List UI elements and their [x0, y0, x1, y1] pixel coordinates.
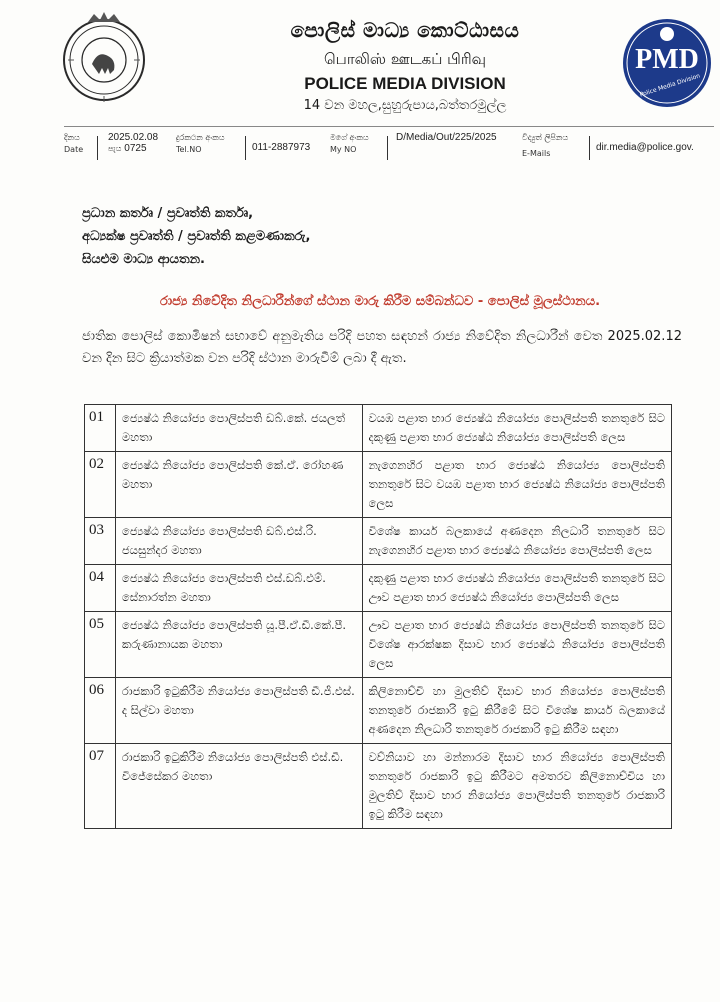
org-title-tamil: பொலிஸ் ஊடகப் பிரிவு: [323, 50, 486, 68]
transfer-detail: වයඹ පළාත භාර ජ්‍යෙෂ්ඨ නියෝජ්‍ය පොලිස්පති තනතුරේ සිට දකුණු පළාත භාර ජ්‍යෙෂ්ඨ නියෝජ්‍ය පොලිස්පති ලෙස: [362, 405, 671, 452]
bracket-divider: [584, 136, 590, 160]
police-crest-icon: [58, 8, 150, 108]
table-row: [85, 744, 672, 829]
officer-name: රාජකාරි ඉටුකිරීම නියෝජ්‍ය පොලිස්පති එස්.ඩී. විජේසේකර මහතා: [115, 744, 362, 829]
email-label-cell: [522, 132, 592, 168]
tel-label-en: Tel.NO: [176, 145, 202, 154]
subject-line: රාජ්‍ය නිවේදිත නිලධාරීන්ගේ ස්ථාන මාරු කිරීම සම්බන්ධව - පොලිස් මූලස්ථානය.: [159, 294, 601, 309]
table-row: [85, 565, 672, 612]
transfer-table: [84, 404, 672, 829]
row-number: 04: [85, 565, 116, 612]
date-value: 2025.02.08: [108, 132, 159, 143]
officer-name: ජ්‍යෙෂ්ඨ නියෝජ්‍ය පොලිස්පති එස්.ඩබ්.එම්. සේනාරත්න මහතා: [115, 565, 362, 612]
my-no-value-cell: [396, 132, 522, 168]
email-label: විද්‍යුත් ලිපිනය: [522, 133, 569, 142]
tel-value-cell: [252, 142, 332, 178]
pmd-logo-text: PMD: [635, 44, 699, 75]
reference-info-bar: [64, 132, 714, 168]
transfer-detail: විශේෂ කාර්ය බලකායේ අණදෙන නිලධාරි තනතුරේ සිට නැගෙනහිර පළාත භාර ජ්‍යෙෂ්ඨ නියෝජ්‍ය පොලිස්පති ලෙස: [362, 518, 671, 565]
time-value: 0725: [124, 143, 147, 154]
time-label: පැය: [108, 144, 122, 153]
date-label: දිනය: [64, 133, 80, 142]
email-label-en: E-Mails: [522, 149, 551, 158]
transfer-detail: කිලිනොච්චි හා මුලතිව් දිසාව භාර නියෝජ්‍ය පොලිස්පති තනතුරේ රාජකාරි ඉටු කිරීමේ සිට විශේෂ කාර්ය බලකායේ අණදෙන නිලධාරි තනතුරේ රාජකාරි ඉටු කිරීම සඳහා: [362, 678, 671, 744]
tel-value: 011-2887973: [252, 142, 311, 153]
row-number: 01: [85, 405, 116, 452]
bracket-divider: [382, 136, 388, 160]
transfer-detail: වව්නියාව හා මන්නාරම දිසාව භාර නියෝජ්‍ය පොලිස්පති තනතුරේ රාජකාරි ඉටු කිරීමට අමතරව කිලිනොච්චිය හා මුලතිව් දිසාව භාර නියෝජ්‍ය පොලිස්පති තනතුරේ රාජකාරි ඉටු කිරීම සඳහා: [362, 744, 671, 829]
addressee-line: අධ්‍යක්ෂ ප්‍රවෘත්ති / ප්‍රවෘත්ති කළමණාකරු,: [82, 229, 311, 244]
bracket-divider: [240, 136, 246, 160]
row-number: 07: [85, 744, 116, 829]
date-value-cell: [108, 132, 178, 168]
table-row: [85, 405, 672, 452]
org-title-english: POLICE MEDIA DIVISION: [304, 74, 506, 93]
officer-name: ජ්‍යෙෂ්ඨ නියෝජ්‍ය පොලිස්පති කේ.ඒ. රෝහණ මහතා: [115, 452, 362, 518]
header-divider: [64, 126, 714, 127]
officer-name: රාජකාරි ඉටුකිරීම නියෝජ්‍ය පොලිස්පති ඩී.ජී.එස්. ද සිල්වා මහතා: [115, 678, 362, 744]
table-row: [85, 678, 672, 744]
my-no-label-en: My NO: [330, 145, 357, 154]
transfer-detail: ඌව පළාත භාර ජ්‍යෙෂ්ඨ නියෝජ්‍ය පොලිස්පති තනතුරේ සිට විශේෂ ආරක්ෂක දිසාව භාර ජ්‍යෙෂ්ඨ නියෝජ්‍ය පොලිස්පති ලෙස: [362, 612, 671, 678]
date-label-cell: [64, 132, 108, 168]
transfer-detail: නැගෙනහිර පළාත භාර ජ්‍යෙෂ්ඨ නියෝජ්‍ය පොලිස්පති තනතුරේ සිට වයඹ පළාත භාර ජ්‍යෙෂ්ඨ නියෝජ්‍ය පොලිස්පති ලෙස: [362, 452, 671, 518]
org-address: 14 වන මහල,සුහුරුපාය,බත්තරමුල්ල: [303, 98, 507, 113]
pmd-logo-subtext: Police Media Division: [638, 72, 702, 99]
table-row: [85, 612, 672, 678]
addressee-line: සියළුම මාධ්‍ය ආයතන.: [82, 252, 205, 267]
bracket-divider: [92, 136, 98, 160]
addressee-line: ප්‍රධාන කර්තෘ / ප්‍රවෘත්ති කර්තෘ,: [82, 206, 254, 221]
tel-label: දුරකථන අංකය: [176, 133, 225, 142]
officer-name: ජ්‍යෙෂ්ඨ නියෝජ්‍ය පොලිස්පති ඩබ්.එස්.රි. ජයසුන්දර මහතා: [115, 518, 362, 565]
row-number: 02: [85, 452, 116, 518]
row-number: 05: [85, 612, 116, 678]
intro-paragraph: ජාතික පොලිස් කොමිෂන් සභාවේ අනුමැතිය පරිදි පහත සඳහන් රාජ්‍ය නිවේදිත නිලධාරීන් වෙත 2025.02.12 වන දින සිට ක්‍රියාත්මක වන පරිදි ස්ථාන මාරුවීම් ලබා දී ඇත.: [82, 329, 682, 366]
my-no-label: මගේ අංකය: [330, 133, 369, 142]
email-value: dir.media@police.gov.: [596, 142, 694, 153]
row-number: 03: [85, 518, 116, 565]
date-label-en: Date: [64, 145, 84, 154]
tel-label-cell: [176, 132, 250, 168]
transfer-detail: දකුණු පළාත භාර ජ්‍යෙෂ්ඨ නියෝජ්‍ය පොලිස්පති තනතුරේ සිට ඌව පළාත භාර ජ්‍යෙෂ්ඨ නියෝජ්‍ය පොලිස්පති ලෙස: [362, 565, 671, 612]
officer-name: ජ්‍යෙෂ්ඨ නියෝජ්‍ය පොලිස්පති ඩබ්.කේ. ජයලත් මහතා: [115, 405, 362, 452]
page-edge-fade: [0, 978, 720, 1002]
officer-name: ජ්‍යෙෂ්ඨ නියෝජ්‍ය පොලිස්පති යූ.පී.ඒ.ඩී.කේ.පී. කරුණානායක මහතා: [115, 612, 362, 678]
table-row: [85, 518, 672, 565]
email-value-cell: [596, 142, 714, 178]
my-no-value: D/Media/Out/225/2025: [396, 132, 497, 143]
row-number: 06: [85, 678, 116, 744]
table-row: [85, 452, 672, 518]
org-title-sinhala: පොලිස් මාධ්‍ය කොට්ඨාසය: [290, 18, 520, 42]
